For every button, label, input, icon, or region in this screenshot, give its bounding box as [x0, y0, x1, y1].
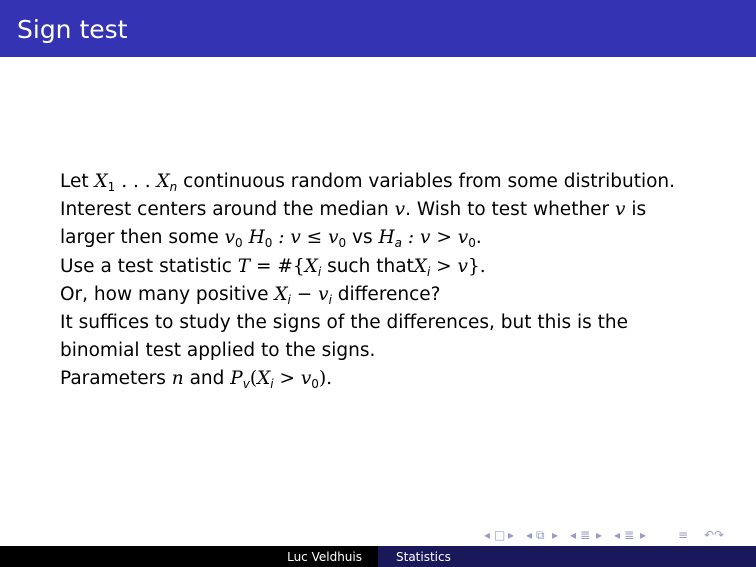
body-line-4: Use a test statistic $T = \#\{X_i$ such thatX$_i$ > v}. — [60, 255, 486, 279]
subsection-next-icon[interactable]: ▸ — [552, 528, 559, 542]
subsection-prev-icon[interactable]: ◂ — [526, 528, 533, 542]
search-back-forward-icon[interactable]: ↶↷ — [704, 528, 725, 542]
align-icon[interactable]: ≡ — [678, 528, 689, 542]
document-prev-icon[interactable]: ◂ — [614, 528, 621, 542]
document-next-icon[interactable]: ▸ — [640, 528, 647, 542]
footer-title: Statistics — [378, 546, 756, 567]
document-icon[interactable]: ≣ — [624, 528, 635, 542]
body-line-1: Let $X_1$ . . . $X_n$ continuous random variables from some distribution. — [60, 171, 676, 194]
frame-prev-icon[interactable]: ◂ — [484, 528, 491, 542]
slide-body — [60, 168, 720, 394]
beamer-navigation — [484, 528, 754, 544]
body-line-8: Parameters n and $P_v(X_i > v_0)$. — [60, 368, 333, 392]
body-line-2: Interest centers around the median v. Wish to test whether v is — [60, 199, 647, 221]
body-line-3: larger then some $v_0$ $H_0$ : $v \le v_0$ vs $H_a$ : $v > v_0$. — [60, 227, 482, 251]
section-next-icon[interactable]: ▸ — [596, 528, 603, 542]
section-prev-icon[interactable]: ◂ — [570, 528, 577, 542]
slide-title-bar — [0, 0, 756, 57]
frame-icon[interactable]: □ — [494, 528, 506, 542]
body-line-5: Or, how many positive $X_i - v_i$ difference? — [60, 283, 441, 307]
body-line-6: It suffices to study the signs of the differences, but this is the — [60, 312, 629, 334]
section-icon[interactable]: ≣ — [580, 528, 591, 542]
frame-next-icon[interactable]: ▸ — [508, 528, 515, 542]
body-line-7: binomial test applied to the signs. — [60, 340, 376, 362]
subsection-icon[interactable]: ⧉ — [536, 528, 545, 542]
footer-author: Luc Veldhuis — [0, 546, 378, 567]
slide-title: Sign test — [17, 15, 128, 44]
footer-bar — [0, 546, 756, 567]
